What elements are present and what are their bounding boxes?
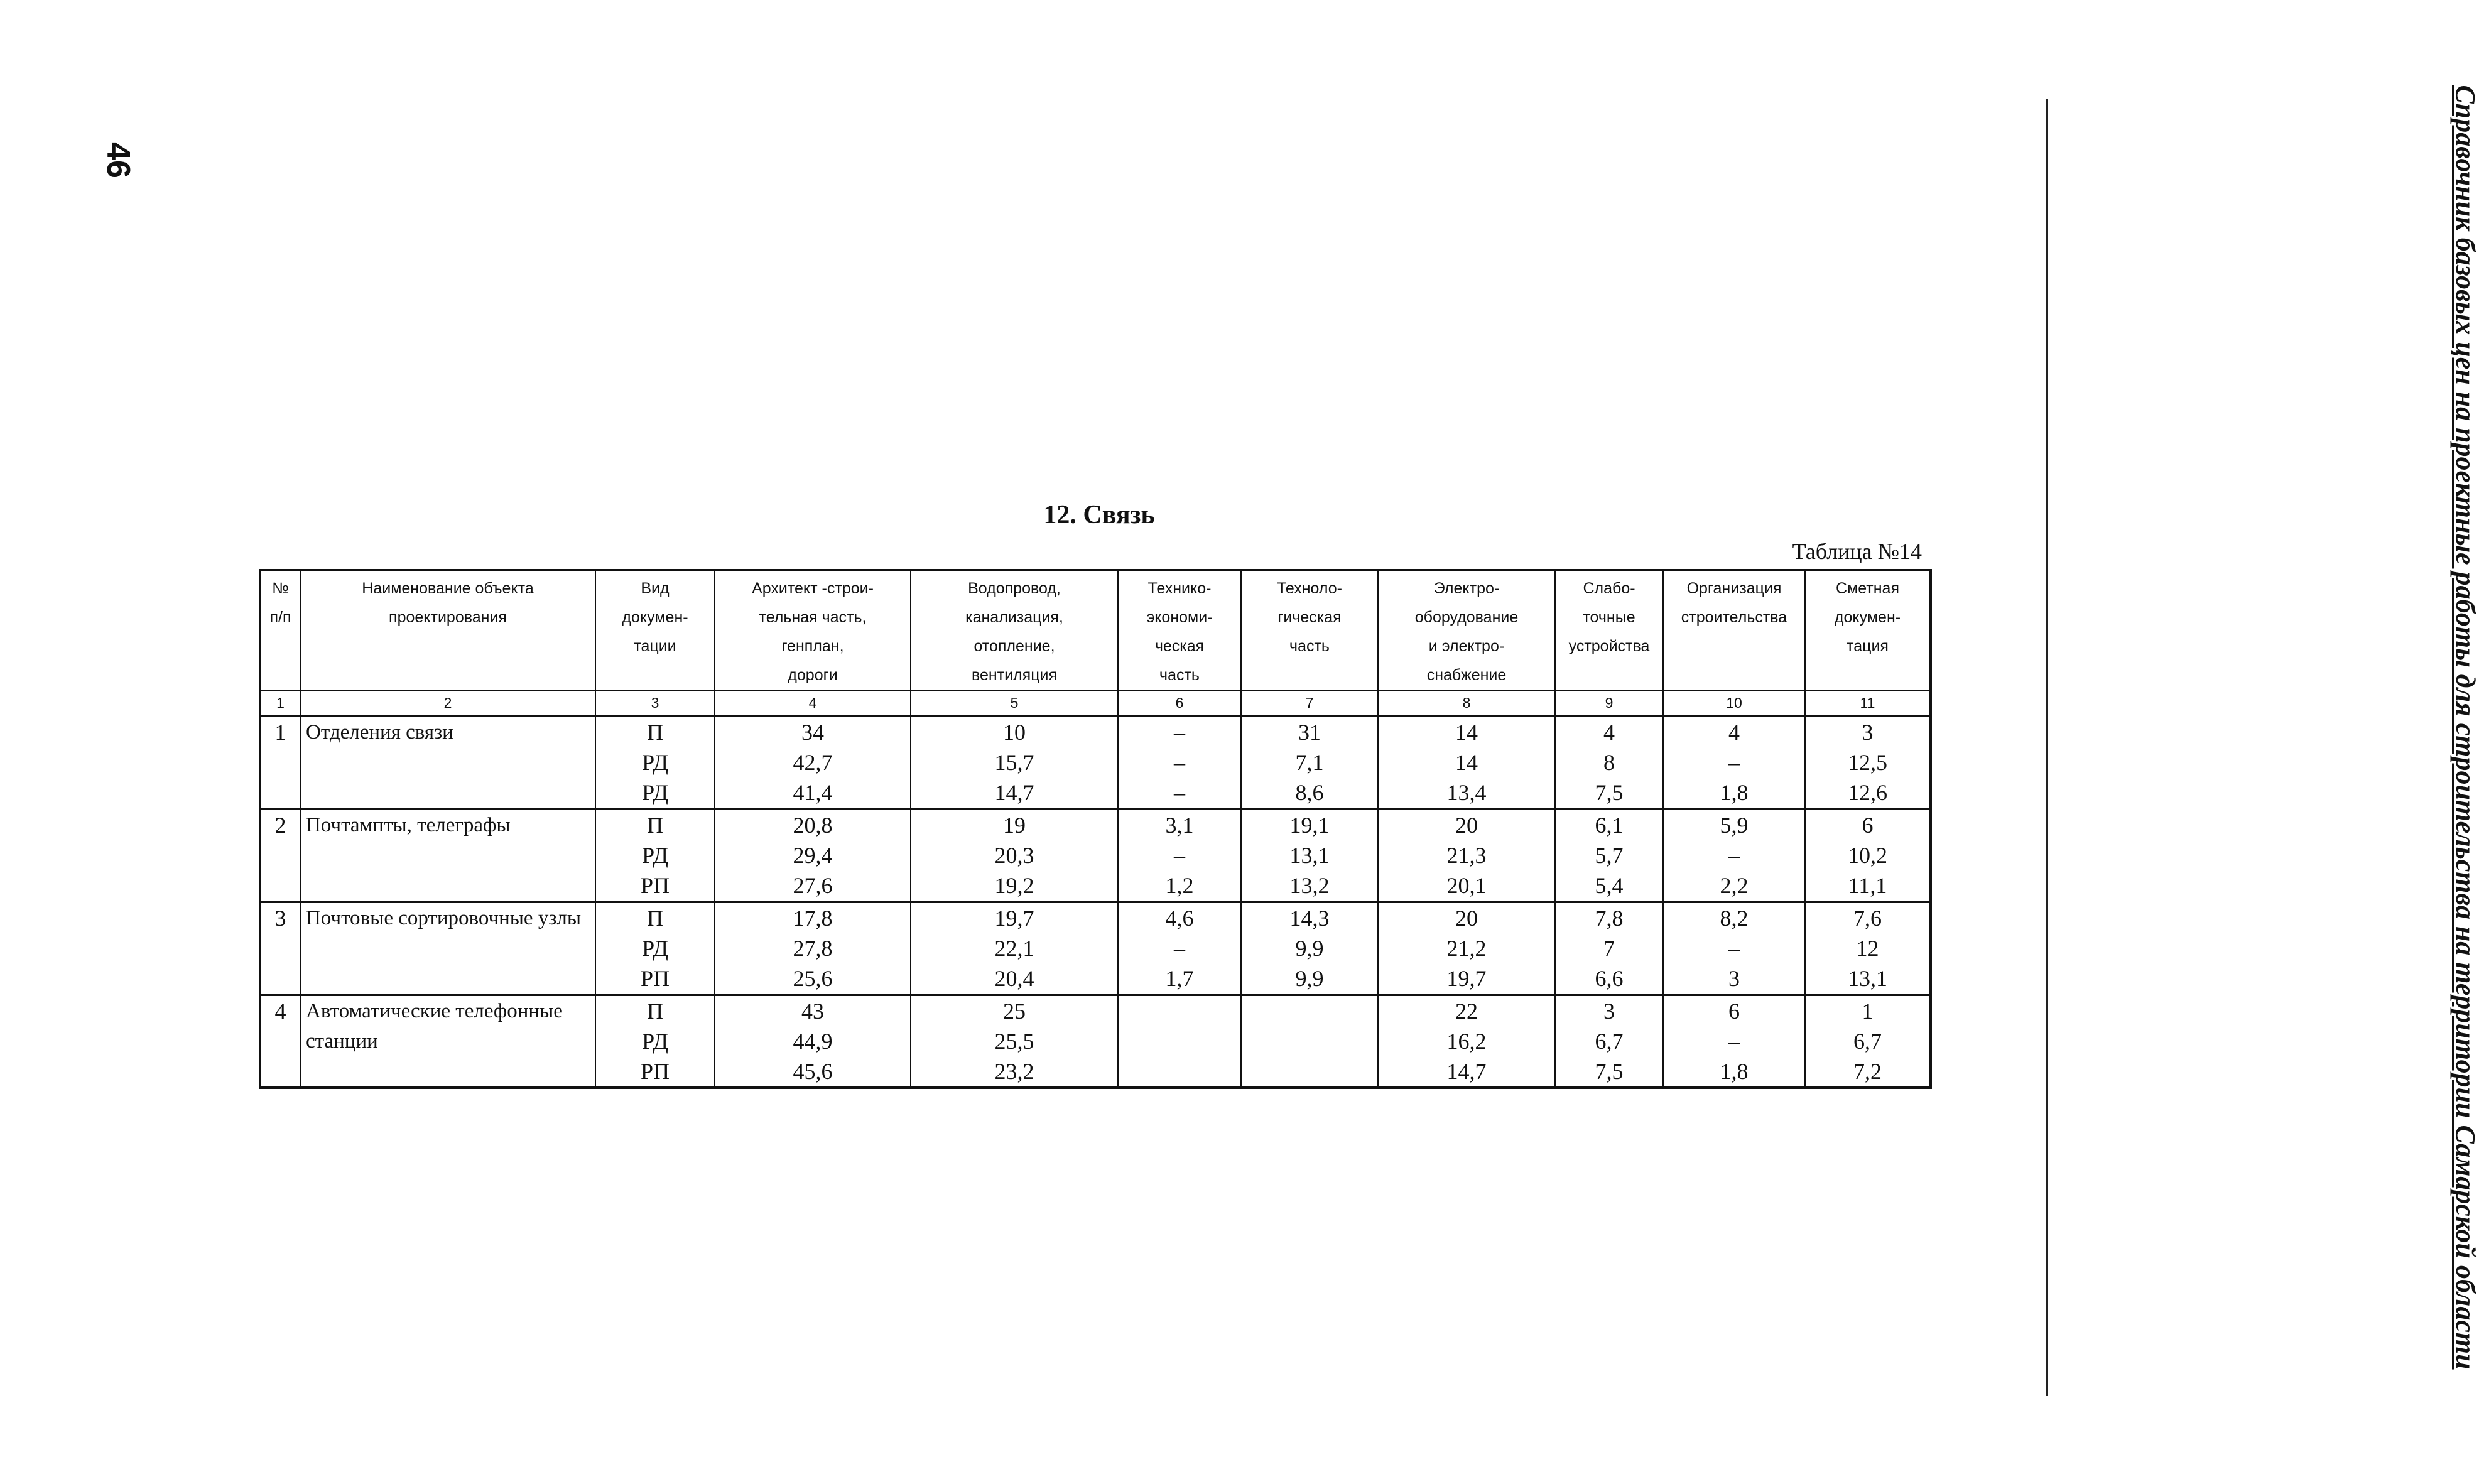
tech-econ-cell [1118,995,1241,1088]
column-number: 6 [1118,690,1241,716]
row-number: 2 [260,809,300,902]
arch-cell: 43 44,9 45,6 [715,995,911,1088]
row-number: 3 [260,902,300,995]
row-number: 4 [260,995,300,1088]
column-number: 11 [1805,690,1931,716]
column-number: 9 [1555,690,1663,716]
tech-econ-cell: – – – [1118,716,1241,809]
doc-type-cell: П РД РП [595,809,715,902]
table-label: Таблица №14 [1792,539,1922,564]
page-number: 46 [100,142,136,178]
row-number: 1 [260,716,300,809]
header-cell: № п/п [260,570,300,690]
arch-cell: 20,8 29,4 27,6 [715,809,911,902]
header-cell: Архитект -строи- тельная часть, генплан, дороги [715,570,911,690]
organization-cell: 8,2 – 3 [1663,902,1805,995]
table-row [260,902,1931,995]
column-number: 4 [715,690,911,716]
column-number: 7 [1241,690,1378,716]
tech-econ-cell: 4,6 – 1,7 [1118,902,1241,995]
doc-type-cell: П РД РД [595,716,715,809]
column-number: 2 [300,690,595,716]
object-name: Автоматические телефонные станции [300,995,595,1088]
table-row [260,809,1931,902]
technology-cell [1241,995,1378,1088]
water-cell: 19 20,3 19,2 [911,809,1118,902]
organization-cell: 5,9 – 2,2 [1663,809,1805,902]
estimate-cell: 1 6,7 7,2 [1805,995,1931,1088]
water-cell: 10 15,7 14,7 [911,716,1118,809]
column-number-row [260,690,1931,716]
object-name: Почтампты, телеграфы [300,809,595,902]
header-cell: Сметная докумен- тация [1805,570,1931,690]
object-name: Отделения связи [300,716,595,809]
low-current-cell: 4 8 7,5 [1555,716,1663,809]
arch-cell: 34 42,7 41,4 [715,716,911,809]
column-number: 1 [260,690,300,716]
doc-type-cell: П РД РП [595,995,715,1088]
header-cell: Слабо- точные устройства [1555,570,1663,690]
electro-cell: 14 14 13,4 [1378,716,1555,809]
organization-cell: 4 – 1,8 [1663,716,1805,809]
electro-cell: 20 21,3 20,1 [1378,809,1555,902]
organization-cell: 6 – 1,8 [1663,995,1805,1088]
header-cell: Электро- оборудование и электро- снабжение [1378,570,1555,690]
object-name: Почтовые сортировочные узлы [300,902,595,995]
header-cell: Организация строительства [1663,570,1805,690]
column-number: 5 [911,690,1118,716]
low-current-cell: 6,1 5,7 5,4 [1555,809,1663,902]
header-cell: Технико- экономи- ческая часть [1118,570,1241,690]
low-current-cell: 7,8 7 6,6 [1555,902,1663,995]
header-cell: Вид докумен- тации [595,570,715,690]
arch-cell: 17,8 27,8 25,6 [715,902,911,995]
column-number: 8 [1378,690,1555,716]
electro-cell: 22 16,2 14,7 [1378,995,1555,1088]
header-cell: Водопровод, канализация, отопление, вентиляция [911,570,1118,690]
water-cell: 19,7 22,1 20,4 [911,902,1118,995]
electro-cell: 20 21,2 19,7 [1378,902,1555,995]
running-header: Справочник базовых цен на проектные работы для строительства на территории Самарской области [2450,85,2481,1370]
estimate-cell: 6 10,2 11,1 [1805,809,1931,902]
header-cell: Наименование объекта проектирования [300,570,595,690]
tech-econ-cell: 3,1 – 1,2 [1118,809,1241,902]
header-cell: Техноло- гическая часть [1241,570,1378,690]
column-number: 3 [595,690,715,716]
low-current-cell: 3 6,7 7,5 [1555,995,1663,1088]
technology-cell: 31 7,1 8,6 [1241,716,1378,809]
doc-type-cell: П РД РП [595,902,715,995]
technology-cell: 14,3 9,9 9,9 [1241,902,1378,995]
estimate-cell: 7,6 12 13,1 [1805,902,1931,995]
water-cell: 25 25,5 23,2 [911,995,1118,1088]
price-table [259,569,1932,1089]
estimate-cell: 3 12,5 12,6 [1805,716,1931,809]
header-row [260,570,1931,690]
technology-cell: 19,1 13,1 13,2 [1241,809,1378,902]
column-number: 10 [1663,690,1805,716]
table-row [260,995,1931,1088]
header-rule [2046,99,2048,1396]
table-row [260,716,1931,809]
section-title: 12. Связь [1043,501,1155,529]
